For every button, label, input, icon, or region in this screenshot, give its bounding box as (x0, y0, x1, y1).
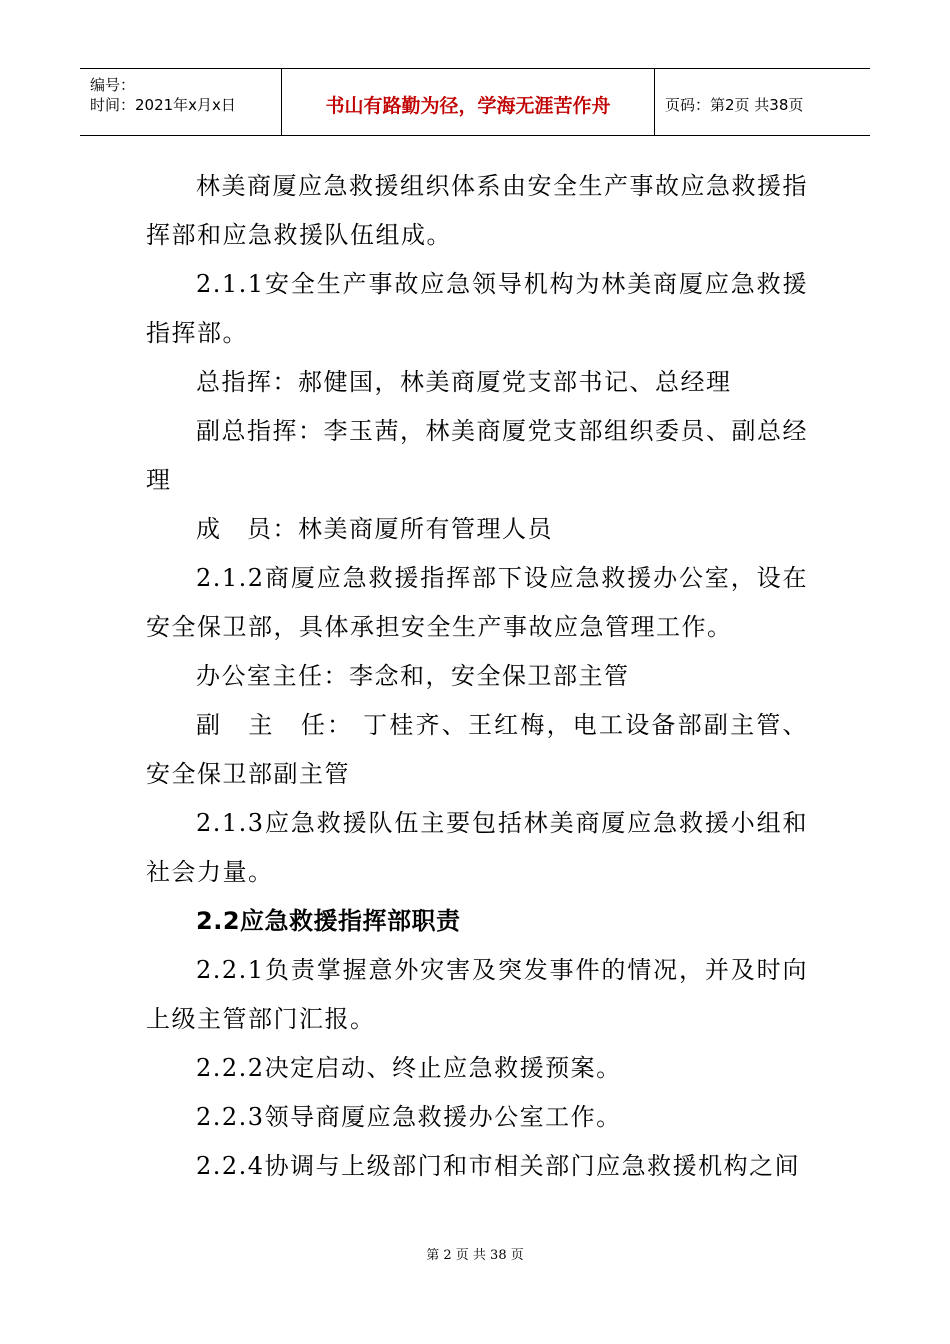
paragraph: 2.2.3领导商厦应急救援办公室工作。 (196, 1103, 622, 1131)
paragraph: 副总指挥：李玉茜，林美商厦党支部组织委员、副总经理 (146, 417, 808, 494)
paragraph: 2.2.1负责掌握意外灾害及突发事件的情况，并及时向上级主管部门汇报。 (146, 956, 808, 1033)
paragraph: 成 员：林美商厦所有管理人员 (196, 515, 553, 543)
paragraph: 林美商厦应急救援组织体系由安全生产事故应急救援指挥部和应急救援队伍组成。 (146, 172, 808, 249)
document-number: 编号： (90, 76, 136, 94)
document-body (146, 162, 808, 1191)
page-header (80, 68, 870, 136)
paragraph: 总指挥：郝健国，林美商厦党支部书记、总经理 (196, 368, 732, 396)
paragraph: 办公室主任：李念和，安全保卫部主管 (196, 662, 630, 690)
section-heading: 2.2应急救援指挥部职责 (196, 907, 461, 935)
document-time: 时间：2021年x月x日 (90, 96, 236, 114)
header-motto: 书山有路勤为径，学海无涯苦作舟 (282, 69, 655, 135)
paragraph: 2.1.1安全生产事故应急领导机构为林美商厦应急救援指挥部。 (146, 270, 808, 347)
paragraph: 2.1.3应急救援队伍主要包括林美商厦应急救援小组和社会力量。 (146, 809, 808, 886)
paragraph: 2.2.4协调与上级部门和市相关部门应急救援机构之间 (196, 1152, 801, 1180)
header-meta (80, 69, 282, 135)
header-page-info: 页码：第2页 共38页 (665, 95, 804, 114)
paragraph: 2.1.2商厦应急救援指挥部下设应急救援办公室，设在安全保卫部，具体承担安全生产事故应急管理工作。 (146, 564, 808, 641)
page-footer: 第 2 页 共 38 页 (426, 1248, 524, 1263)
paragraph: 2.2.2决定启动、终止应急救援预案。 (196, 1054, 622, 1082)
paragraph: 副 主 任： 丁桂齐、王红梅，电工设备部副主管、安全保卫部副主管 (146, 711, 808, 788)
